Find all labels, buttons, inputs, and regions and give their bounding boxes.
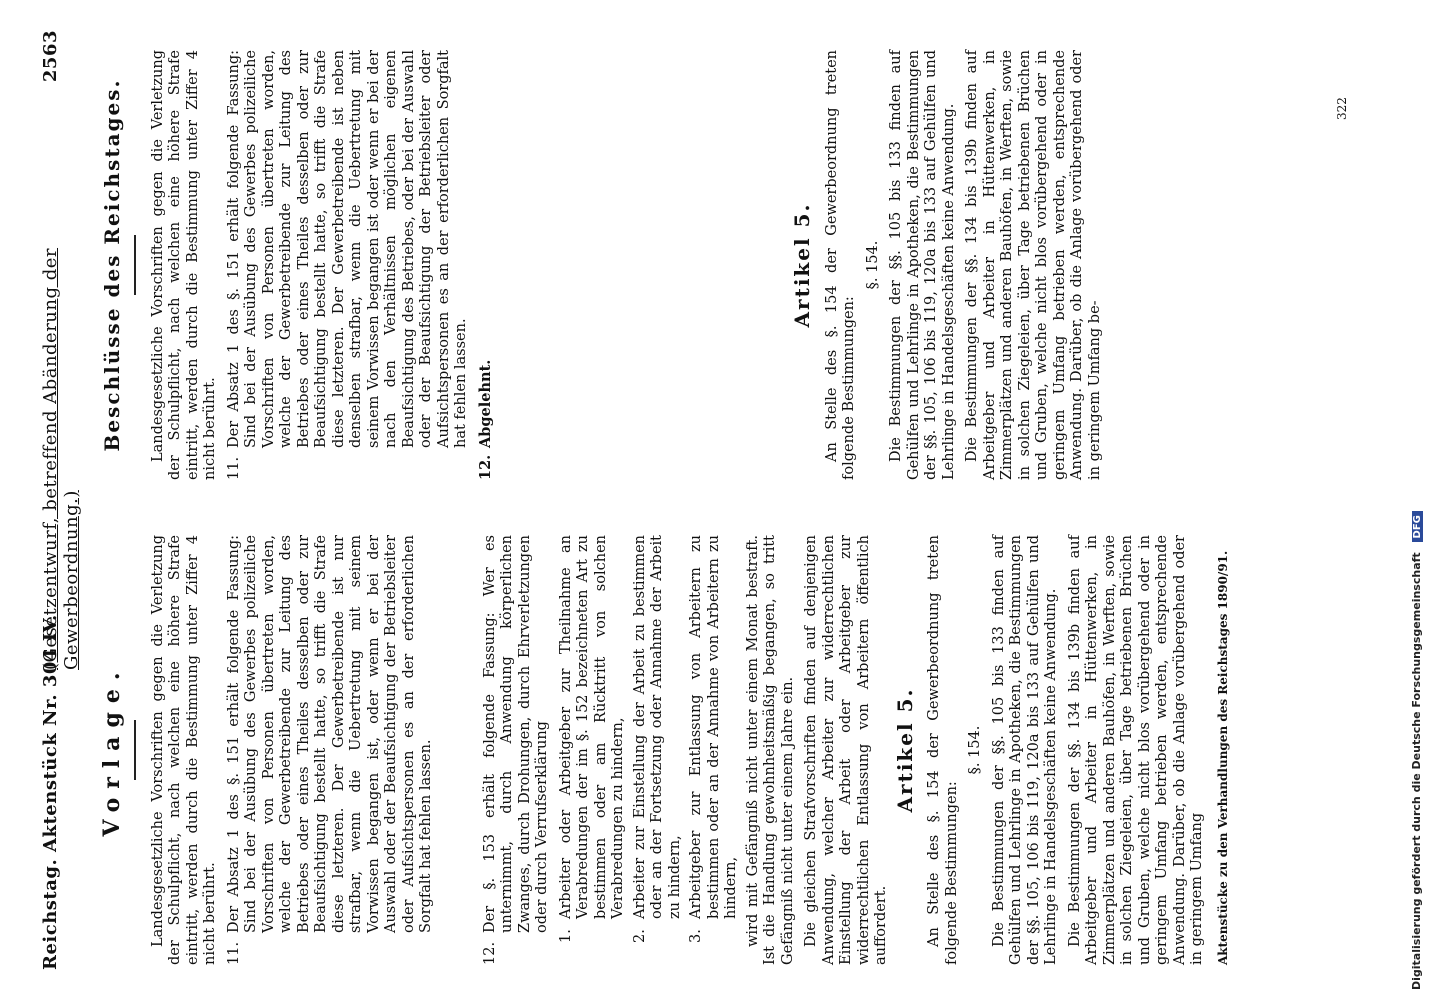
sub-number: 1. xyxy=(557,929,574,943)
paragraph: An Stelle des §. 154 der Gewerbeordnung treten folgende Bestimmungen: xyxy=(926,535,960,965)
left-column xyxy=(100,535,1232,965)
item-text: Der Absatz 1 des §. 151 erhält folgende Fassung: Sind bei der Ausübung des Gewerbes polizeiliche Vorschriften von Personen übertreten worden, welche der Gewerbetreibende zur Leitung des Betriebes oder eines Theiles desselben oder zur Beaufsichtigung bestellt hatte, so trifft die Strafe diese letzteren. Der Gewerbetreibende ist nur strafbar, wenn die Uebertretung mit seinem Vorwissen begangen ist, oder wenn er bei der Auswahl oder der Beaufsichtigung der Betriebsleiter oder Aufsichtspersonen es an der erforderlichen Sorgfalt hat fehlen lassen. xyxy=(225,535,434,933)
paragraph: wird mit Gefängniß nicht unter einem Monat bestraft. Ist die Handlung gewohnheitsmäßig begangen, so tritt Gefängniß nicht unter einem Jahre ein. xyxy=(744,535,796,965)
paragraph: Die Bestimmungen der §§. 134 bis 139b finden auf Arbeitgeber und Arbeiter in Hüttenwerken, in Zimmerplätzen und anderen Bauhöfen, in Werften, sowie in solchen Ziegeleien, über Tage betriebenen Brüchen und Gruben, welche nicht blos vorübergehend oder in geringem Umfang betrieben werden, entsprechende Anwendung. Darüber, ob die Anlage vorübergehend oder in geringem Umfang be- xyxy=(964,50,1103,480)
item-number: 11. xyxy=(225,941,242,965)
paragraph: Landesgesetzliche Vorschriften gegen die Verletzung der Schulpflicht, nach welchen eine höhere Strafe eintritt, werden durch die Bestimmung unter Ziffer 4 nicht berührt. xyxy=(149,535,218,965)
item-11 xyxy=(226,535,436,965)
item-number: 12. xyxy=(481,941,498,965)
divider xyxy=(134,235,136,295)
side-attribution xyxy=(1410,10,1432,990)
paragraph: Landesgesetzliche Vorschriften gegen die Verletzung der Schulpflicht, nach welchen eine höhere Strafe eintritt, werden durch die Bestimmung unter Ziffer 4 nicht berührt. xyxy=(149,50,218,480)
left-column-title: Vorlage. xyxy=(99,663,125,837)
paragraph: Die gleichen Strafvorschriften finden auf denjenigen Anwendung, welcher Arbeiter zur widerrechtlichen Einstellung der Arbeit oder Arbeitgeber zur widerrechtlichen Entlassung von Arbeitern öffentlich auffordert. xyxy=(803,535,889,965)
item-number: 11. xyxy=(225,456,242,480)
paragraph: An Stelle des §. 154 der Gewerbeordnung treten folgende Bestimmungen: xyxy=(823,50,857,480)
paragraph: Die Bestimmungen der §§. 105 bis 133 finden auf Gehülfen und Lehrlinge in Apotheken, die Bestimmungen der §§. 105, 106 bis 119, 120a bis 133 auf Gehülfen und Lehrlinge in Handelsgeschäften keine Anwendung. xyxy=(990,535,1059,965)
section-number: §. 154. xyxy=(864,240,881,290)
item-12 xyxy=(482,535,552,965)
header-title: (Gesetzentwurf, betreffend Abänderung der Gewerbeordnung.) xyxy=(40,247,82,670)
divider xyxy=(134,720,136,780)
section-number: §. 154. xyxy=(967,725,983,775)
attribution-text: Digitalisierung gefördert durch die Deutsche Forschungsgemeinschaft xyxy=(1410,552,1423,990)
header-left: Reichstag. Aktenstück Nr. 304 IV. xyxy=(40,614,61,970)
page-header xyxy=(40,30,82,970)
paragraph: Die Bestimmungen der §§. 134 bis 139b finden auf Arbeitgeber und Arbeiter in Hüttenwerken, in Zimmerplätzen und anderen Bauhöfen, in Werften, sowie in solchen Ziegeleien, über Tage betriebenen Brüchen und Gruben, welche nicht blos vorübergehend oder in geringem Umfang betrieben werden, entsprechende Anwendung. Darüber, ob die Anlage vorübergehend oder in geringem Umfang xyxy=(1066,535,1205,965)
sub-text: Arbeiter zur Einstellung der Arbeit zu bestimmen oder an der Fortsetzung oder Annahme der Arbeit zu hindern, xyxy=(631,535,683,919)
dfg-logo: DFG xyxy=(1412,511,1423,542)
paragraph: Die Bestimmungen der §§. 105 bis 133 finden auf Gehülfen und Lehrlinge in Apotheken, die Bestimmungen der §§. 105, 106 bis 119, 120a bis 133 auf Gehülfen und Lehrlinge in Handelsgeschäften keine Anwendung. xyxy=(888,50,957,480)
sub-item-3 xyxy=(688,535,741,965)
sub-item-1 xyxy=(558,535,628,965)
footer-note: Aktenstücke zu den Verhandlungen des Reichstages 1890/91. xyxy=(1215,550,1230,965)
item-11 xyxy=(226,50,471,480)
sub-number: 2. xyxy=(631,929,648,943)
item-text: Der Absatz 1 des §. 151 erhält folgende Fassung: Sind bei der Ausübung des Gewerbes polizeiliche Vorschriften von Personen übertreten worden, welche der Gewerbetreibende zur Leitung des Betriebes oder eines Theiles desselben oder zur Beaufsichtigung bestellt hatte, so trifft die Strafe diese letzteren. Der Gewerbetreibende ist neben denselben strafbar, wenn die Uebertretung mit seinem Vorwissen begangen ist oder wenn er bei der nach den Verhältnissen möglichen eigenen Beaufsichtigung des Betriebes, oder bei der Auswahl oder der Beaufsichtigung der Betriebsleiter oder Aufsichtspersonen es an der erforderlichen Sorgfalt hat fehlen lassen. xyxy=(225,50,469,448)
sub-item-2 xyxy=(632,535,685,965)
right-column xyxy=(100,50,1110,480)
sheet-mark: 322 xyxy=(1335,97,1349,120)
article-title: Artikel 5. xyxy=(892,687,917,813)
sub-text: Arbeitgeber zur Entlassung von Arbeitern zu bestimmen oder an der Annahme von Arbeitern zu hindern, xyxy=(688,535,739,919)
item-12 xyxy=(477,50,495,480)
article-title: Artikel 5. xyxy=(790,202,814,328)
page-number: 2563 xyxy=(40,30,61,83)
right-column-title: Beschlüsse des Reichstages. xyxy=(100,78,124,452)
item-text: Der §. 153 erhält folgende Fassung: Wer es unternimmt, durch Anwendung körperlichen Zwanges, durch Drohungen, durch Ehrverletzungen oder durch Verrufserklärung xyxy=(481,535,550,933)
sub-number: 3. xyxy=(688,929,704,943)
item-text: Abgelehnt. xyxy=(476,359,494,448)
item-number: 12. xyxy=(476,454,494,480)
sub-text: Arbeiter oder Arbeitgeber zur Theilnahme an Verabredungen der im §. 152 bezeichneten Art zu bestimmen oder am Rücktritt von solchen Verabredungen zu hindern, xyxy=(557,535,626,919)
